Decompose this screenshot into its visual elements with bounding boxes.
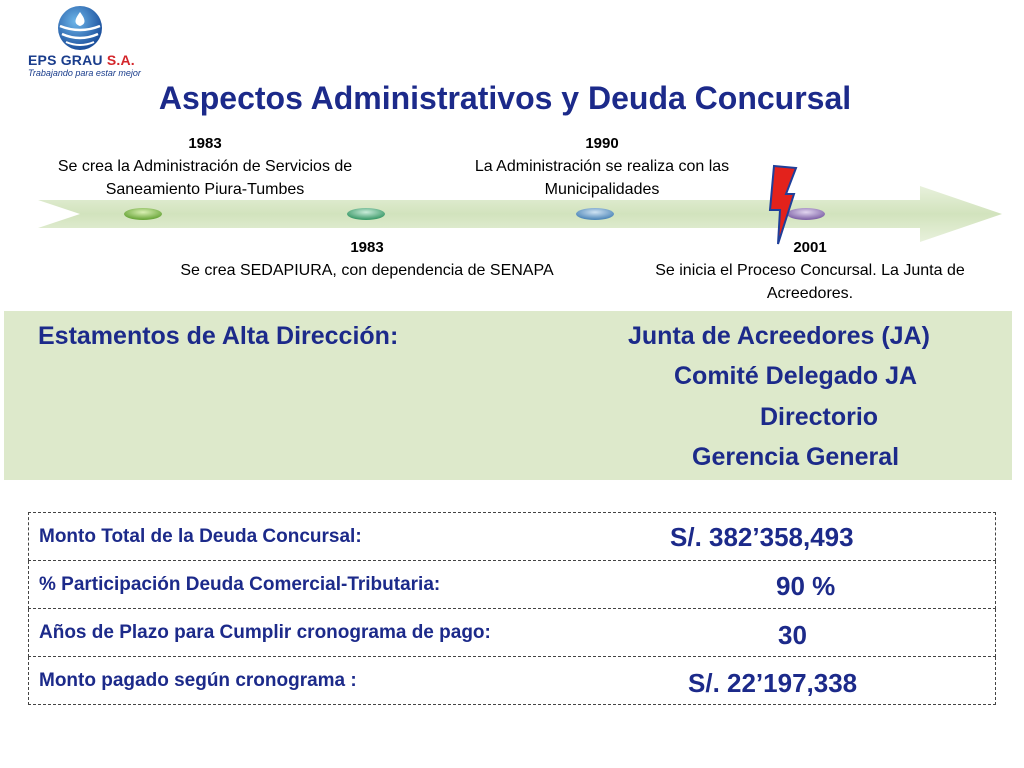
- event-text: Se inicia el Proceso Concursal. La Junta de Acreedores.: [655, 262, 965, 302]
- row-label: Monto Total de la Deuda Concursal:: [39, 526, 362, 547]
- governance-label: Estamentos de Alta Dirección:: [38, 322, 399, 350]
- event-year: 2001: [793, 239, 827, 256]
- governance-item-comite: Comité Delegado JA: [674, 362, 918, 390]
- timeline-marker-1990: [576, 208, 614, 220]
- water-drop-logo-icon: [22, 4, 142, 54]
- row-value-participation: 90 %: [776, 571, 836, 601]
- event-year: 1990: [585, 135, 619, 152]
- row-label: % Participación Deuda Comercial-Tributaria:: [39, 574, 441, 595]
- governance-item-junta: Junta de Acreedores (JA): [628, 322, 930, 350]
- event-year: 1983: [188, 135, 222, 152]
- page-title: Aspectos Administrativos y Deuda Concursal: [158, 80, 852, 116]
- timeline-event-top-1: [10, 132, 400, 201]
- company-logo: [22, 4, 142, 82]
- event-year: 1983: [350, 239, 384, 256]
- event-text: La Administración se realiza con las Municipalidades: [474, 158, 730, 198]
- table-row: [29, 609, 996, 657]
- logo-tagline: Trabajando para estar mejor: [28, 68, 141, 78]
- table-cell: [29, 561, 996, 609]
- timeline-marker-1983b: [347, 208, 385, 220]
- logo-brand-main: EPS GRAU: [28, 52, 103, 68]
- timeline-event-bottom-2: [620, 236, 1000, 305]
- timeline-event-bottom-1: [180, 236, 554, 282]
- timeline-event-top-2: [422, 132, 782, 201]
- row-value-total-debt: S/. 382’358,493: [670, 522, 854, 552]
- governance-item-gerencia: Gerencia General: [692, 443, 900, 471]
- event-text: Se crea SEDAPIURA, con dependencia de SENAPA: [180, 262, 554, 279]
- row-value-years: 30: [778, 620, 807, 650]
- row-value-paid: S/. 22’197,338: [688, 668, 858, 698]
- table-row: [29, 561, 996, 609]
- event-text: Se crea la Administración de Servicios de Saneamiento Piura-Tumbes: [57, 158, 353, 198]
- timeline-marker-1983a: [124, 208, 162, 220]
- governance-item-directorio: Directorio: [760, 403, 879, 431]
- row-label: Monto pagado según cronograma :: [39, 670, 357, 691]
- logo-brand: [28, 52, 135, 68]
- logo-brand-suffix: S.A.: [106, 52, 135, 68]
- table-cell: [29, 609, 996, 657]
- row-label: Años de Plazo para Cumplir cronograma de pago:: [39, 622, 491, 643]
